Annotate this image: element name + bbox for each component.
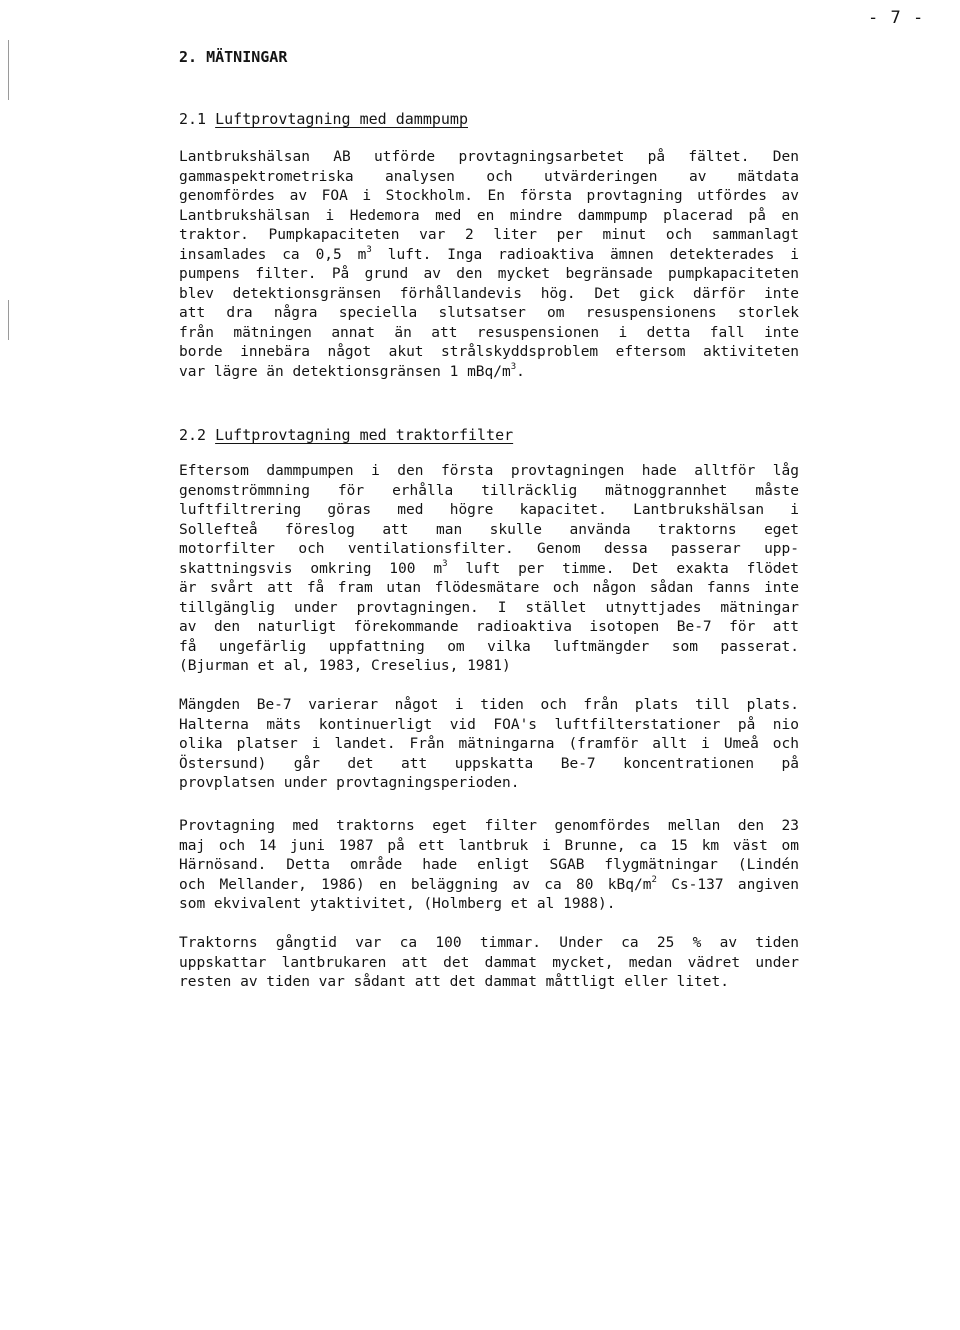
text-line: Lantbrukshälsan AB utförde provtagningsarbetet på fältet. Den <box>179 149 799 165</box>
chapter-title: 2. MÄTNINGAR <box>179 48 288 66</box>
text-line: få ungefärlig uppfattning om vilka luftmängder som passerat. <box>179 638 799 655</box>
text-line: Mängden Be-7 varierar något i tiden och från plats till plats. <box>179 697 799 713</box>
text-line: motorfilter och ventilationsfilter. Genom dessa passerar upp- <box>179 541 799 557</box>
text-line: (Bjurman et al, 1983, Creselius, 1981) <box>179 658 511 674</box>
section-number: 2.2 <box>179 426 207 444</box>
paragraph <box>179 934 799 993</box>
text-line: olika platser i landet. Från mätningarna (framför allt i Umeå och <box>179 736 799 752</box>
text-line: genomfördes av FOA i Stockholm. En första provtagning utfördes av <box>179 188 799 204</box>
text-line: skattningsvis omkring 100 $m^3$ luft per timme. Det exakta flödet <box>179 558 800 577</box>
text-line: uppskattar lantbrukaren att det dammat mycket, medan vädret under <box>179 954 799 971</box>
text-line: resten av tiden var sådant att det dammat måttligt eller litet. <box>179 974 729 990</box>
section-title <box>179 110 468 128</box>
text-line: från mätningen annat än att resuspensionen i detta fall inte <box>179 324 799 341</box>
binder-edge-mark <box>8 40 9 100</box>
paragraph <box>179 462 799 677</box>
text-line: provplatsen under provtagningsperioden. <box>179 775 520 791</box>
text-line: Eftersom dammpumpen i den första provtagningen hade alltför låg <box>179 463 799 479</box>
text-line: tillgänglig under provtagningen. I stället utnyttjades mätningar <box>179 599 799 616</box>
superscript: 3 <box>510 361 517 372</box>
text-line: maj och 14 juni 1987 på ett lantbruk i Brunne, ca 15 km väst om <box>179 837 799 854</box>
text-line: luftfiltrering göras med högre kapacitet. Lantbrukshälsan i <box>179 502 799 518</box>
text-line: gammaspektrometriska analysen och utvärderingen av mätdata <box>179 168 799 185</box>
text-line: av den naturligt förekommande radioaktiva isotopen Be-7 för att <box>179 619 799 635</box>
superscript: 3 <box>366 244 372 255</box>
text-line: att dra några speciella slutsatser om resuspensionens storlek <box>179 305 799 321</box>
text-line: Traktorns gångtid var ca 100 timmar. Under ca 25 % av tiden <box>179 935 799 951</box>
text-line: blev detektionsgränsen förhållandevis hög. Det gick därför inte <box>179 285 799 302</box>
text-line: insamlades ca 0,5 $m^3$ luft. Inga radioaktiva ämnen detekterades i <box>179 244 799 263</box>
section-heading-text: Luftprovtagning med traktorfilter <box>215 426 514 444</box>
text-line: Halterna mäts kontinuerligt vid FOA's luftfilterstationer på nio <box>179 716 799 733</box>
text-line: Sollefteå föreslog att man skulle använda traktorns eget <box>179 521 799 538</box>
page-number: - 7 - <box>868 8 925 28</box>
text-line: är svårt att få fram utan flödesmätare och någon sådan fanns inte <box>179 580 799 596</box>
superscript: 3 <box>442 558 448 569</box>
text-line: borde innebära något akut strålskyddsproblem eftersom aktiviteten <box>179 344 799 360</box>
paragraph <box>179 148 799 382</box>
text-line: som ekvivalent ytaktivitet, (Holmberg et al 1988). <box>179 896 616 912</box>
binder-edge-mark <box>8 300 9 340</box>
text-line: Härnösand. Detta område hade enligt SGAB flygmätningar (Lindén <box>179 857 799 873</box>
superscript: 2 <box>651 874 657 885</box>
text-line: och Mellander, 1986) en beläggning av ca 80 kBq/$m^2$ Cs-137 angiven <box>179 874 799 893</box>
text-line: Östersund) går det att uppskatta Be-7 koncentrationen på <box>179 755 799 772</box>
text-line: var lägre än detektionsgränsen 1 mBq/$m^3$. <box>179 361 525 380</box>
paragraph <box>179 817 799 915</box>
text-line: Provtagning med traktorns eget filter genomfördes mellan den 23 <box>179 818 799 834</box>
text-line: pumpens filter. På grund av den mycket begränsade pumpkapaciteten <box>179 266 799 282</box>
text-line: traktor. Pumpkapaciteten var 2 liter per minut och sammanlagt <box>179 227 799 243</box>
section-title <box>179 426 513 444</box>
section-heading-text: Luftprovtagning med dammpump <box>215 110 468 128</box>
section-number: 2.1 <box>179 110 207 128</box>
paragraph <box>179 696 799 794</box>
text-line: genomströmmning för erhålla tillräcklig mätnoggrannhet måste <box>179 482 799 499</box>
text-line: Lantbrukshälsan i Hedemora med en mindre dammpump placerad på en <box>179 207 799 224</box>
